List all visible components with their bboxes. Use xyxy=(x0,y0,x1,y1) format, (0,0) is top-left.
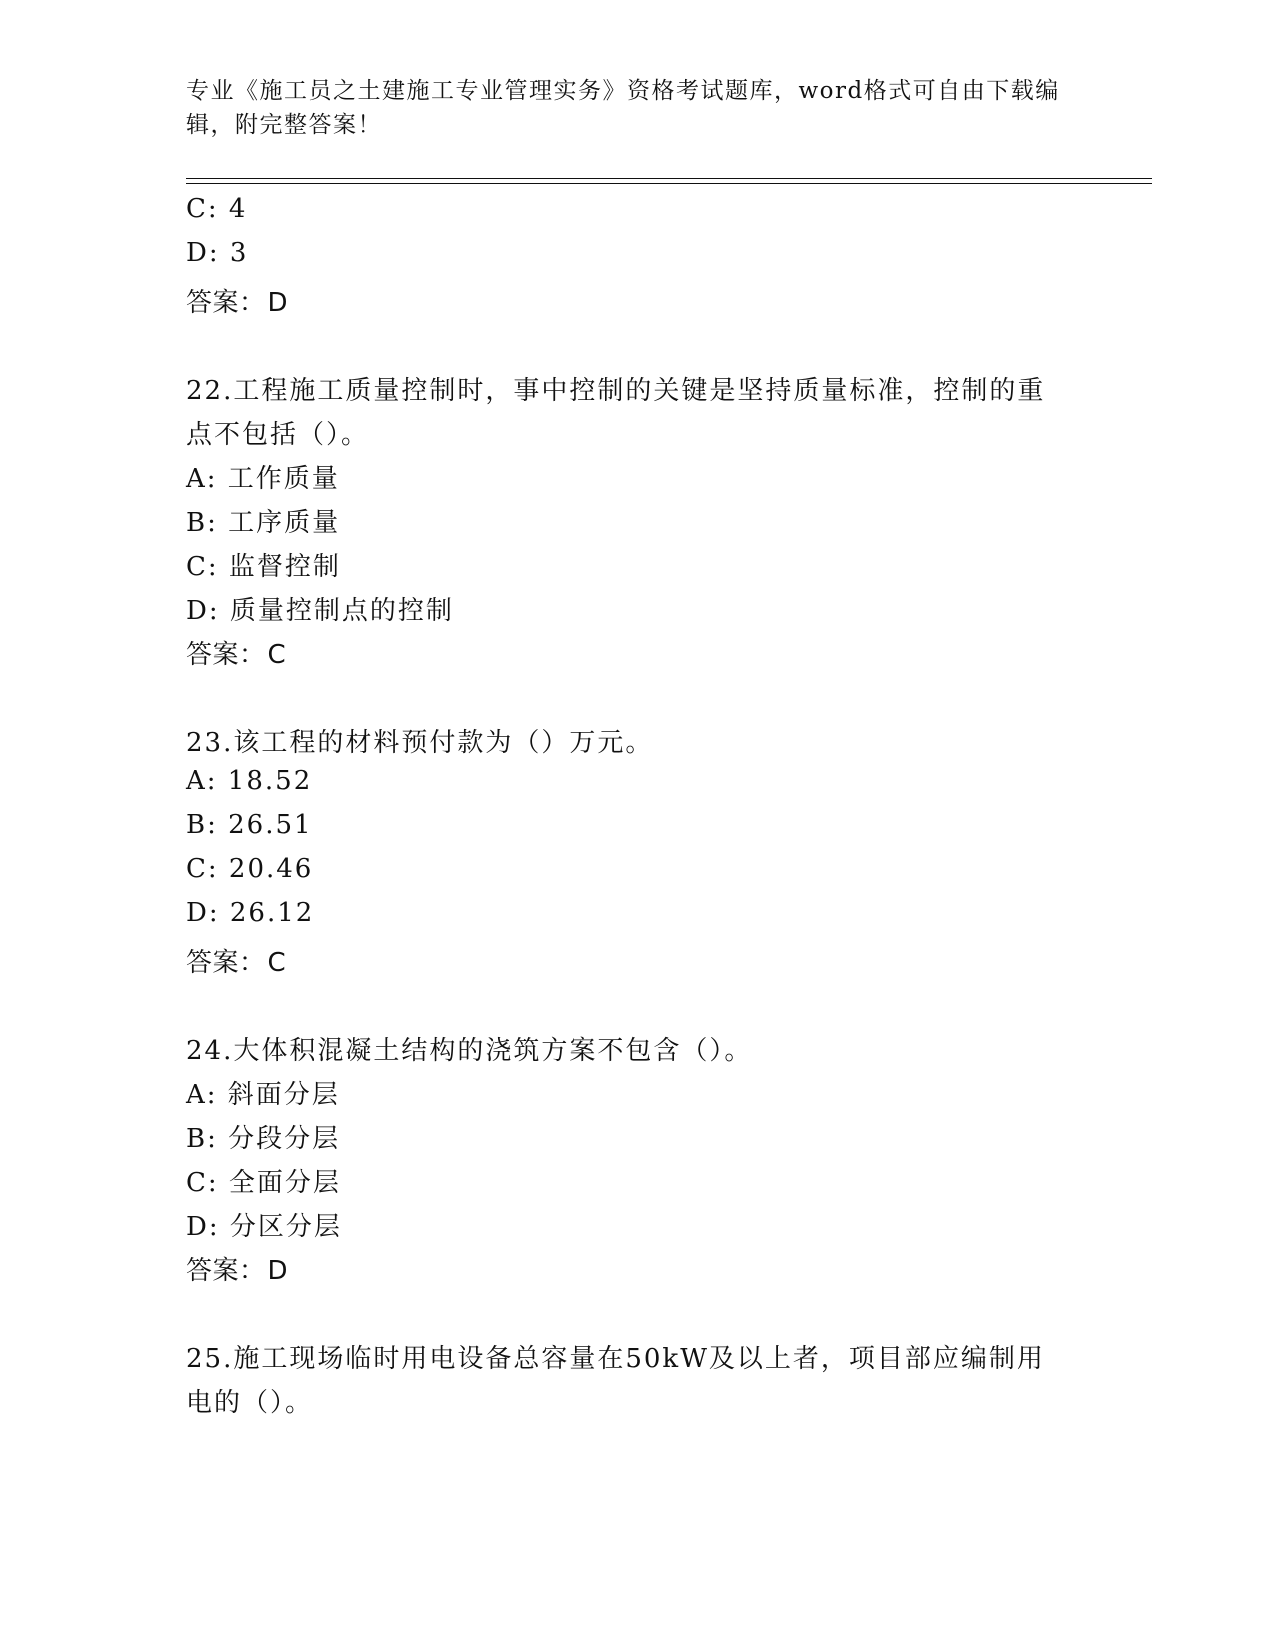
q23-option-c: C: 20.46 xyxy=(186,854,314,884)
answer-label: 答案： xyxy=(186,640,266,670)
answer-label: 答案： xyxy=(186,288,266,318)
q25-stem-line-2: 电的（）。 xyxy=(186,1388,314,1418)
q25-stem-line-1: 25.施工现场临时用电设备总容量在50kW及以上者，项目部应编制用 xyxy=(186,1344,1045,1374)
q24-stem: 24.大体积混凝土结构的浇筑方案不包含（）。 xyxy=(186,1036,753,1066)
q23-option-d: D: 26.12 xyxy=(186,898,315,928)
q23-stem: 23.该工程的材料预付款为（）万元。 xyxy=(186,728,654,758)
header-divider-top xyxy=(186,178,1152,179)
answer-label: 答案： xyxy=(186,1256,266,1286)
answer-label: 答案： xyxy=(186,948,266,978)
header-divider-bottom xyxy=(186,183,1152,184)
q21-option-d: D: 3 xyxy=(186,238,249,268)
q21-option-c: C: 4 xyxy=(186,194,248,224)
q22-stem-line-2: 点不包括（）。 xyxy=(186,420,370,450)
answer-value: D xyxy=(267,288,289,318)
q22-option-d: D: 质量控制点的控制 xyxy=(186,596,454,626)
header-line-2: 辑，附完整答案！ xyxy=(186,112,382,138)
q24-answer xyxy=(186,1250,288,1287)
document-header xyxy=(186,74,1086,142)
q23-option-a: A: 18.52 xyxy=(186,766,313,796)
q24-option-d: D: 分区分层 xyxy=(186,1212,342,1242)
q23-answer xyxy=(186,942,286,979)
q22-answer xyxy=(186,634,286,671)
q24-option-c: C: 全面分层 xyxy=(186,1168,341,1198)
answer-value: C xyxy=(267,948,287,978)
header-line-1: 专业《施工员之土建施工专业管理实务》资格考试题库，word格式可自由下载编 xyxy=(186,78,1060,104)
q23-option-b: B: 26.51 xyxy=(186,810,313,840)
answer-value: D xyxy=(267,1256,289,1286)
q24-option-b: B: 分段分层 xyxy=(186,1124,341,1154)
q22-stem-line-1: 22.工程施工质量控制时，事中控制的关键是坚持质量标准，控制的重 xyxy=(186,376,1046,406)
q21-answer xyxy=(186,282,288,319)
q22-option-b: B: 工序质量 xyxy=(186,508,341,538)
answer-value: C xyxy=(267,640,287,670)
q24-option-a: A: 斜面分层 xyxy=(186,1080,340,1110)
q22-option-a: A: 工作质量 xyxy=(186,464,340,494)
q22-option-c: C: 监督控制 xyxy=(186,552,341,582)
